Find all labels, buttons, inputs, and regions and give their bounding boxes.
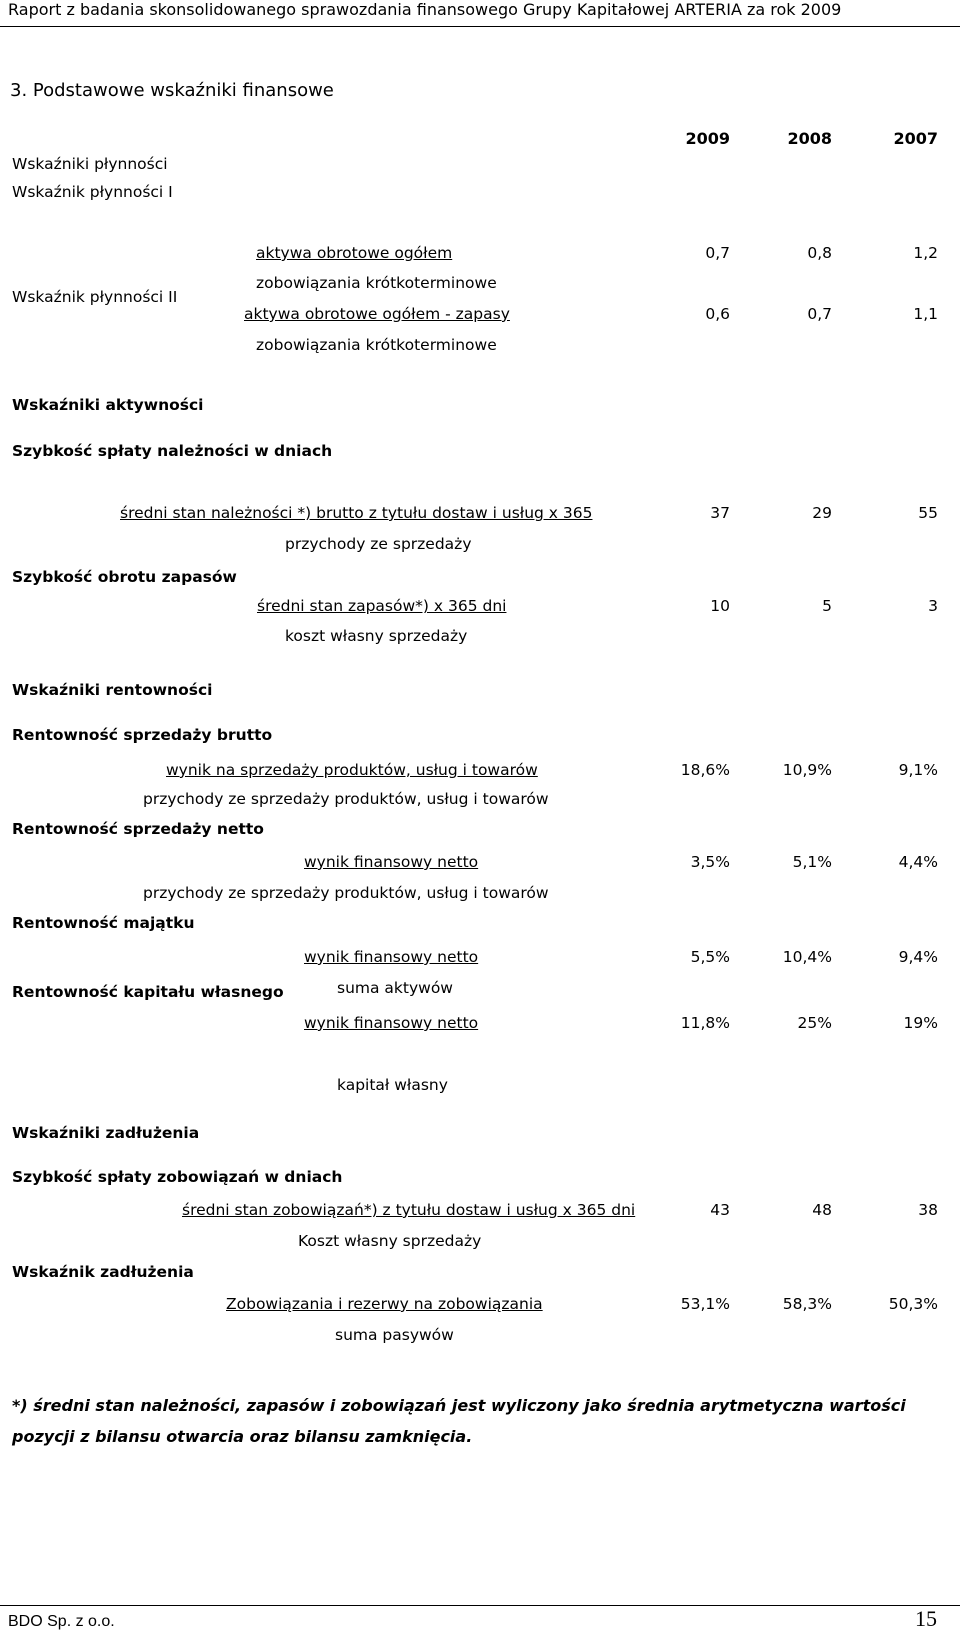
value-2009: 0,6 [705, 305, 730, 323]
value-2009: 37 [710, 504, 730, 522]
value-2008: 0,8 [807, 244, 832, 262]
value-2007: 38 [918, 1201, 938, 1219]
value-2009: 18,6% [680, 761, 730, 779]
ratio-label: Rentowność sprzedaży netto [12, 820, 264, 838]
value-2009: 3,5% [690, 853, 730, 871]
ratio-denominator: zobowiązania krótkoterminowe [256, 274, 497, 292]
year-2009-header: 2009 [685, 129, 730, 148]
ratio-label: Rentowność sprzedaży brutto [12, 726, 273, 744]
value-2009: 53,1% [680, 1295, 730, 1313]
ratio-denominator: kapitał własny [337, 1076, 448, 1094]
footer-company: BDO Sp. z o.o. [8, 1613, 115, 1630]
ratio-label: Wskaźnik płynności II [12, 288, 178, 306]
group-liquidity: Wskaźniki płynności [12, 155, 168, 173]
ratio-numerator: wynik na sprzedaży produktów, usług i towarów [166, 761, 538, 779]
ratio-label: Rentowność majątku [12, 914, 195, 932]
year-2008-header: 2008 [787, 129, 832, 148]
value-2008: 58,3% [782, 1295, 832, 1313]
footer-divider [0, 1605, 960, 1606]
ratio-denominator: koszt własny sprzedaży [285, 627, 468, 645]
value-2009: 10 [710, 597, 730, 615]
group-activity: Wskaźniki aktywności [12, 396, 204, 414]
value-2009: 43 [710, 1201, 730, 1219]
value-2009: 0,7 [705, 244, 730, 262]
ratio-numerator: wynik finansowy netto [304, 948, 479, 966]
value-2008: 5,1% [792, 853, 832, 871]
value-2007: 3 [928, 597, 938, 615]
value-2009: 5,5% [690, 948, 730, 966]
ratio-numerator: wynik finansowy netto [304, 1014, 479, 1032]
ratio-numerator: wynik finansowy netto [304, 853, 479, 871]
ratio-denominator: przychody ze sprzedaży [285, 535, 472, 553]
header-divider [0, 26, 960, 27]
group-profitability: Wskaźniki rentowności [12, 681, 213, 699]
section-title: 3. Podstawowe wskaźniki finansowe [10, 80, 334, 101]
ratio-numerator: Zobowiązania i rezerwy na zobowiązania [226, 1295, 543, 1313]
value-2007: 9,1% [898, 761, 938, 779]
ratio-denominator: suma aktywów [337, 979, 453, 997]
value-2007: 50,3% [888, 1295, 938, 1313]
value-2007: 1,1 [913, 305, 938, 323]
ratio-numerator: aktywa obrotowe ogółem [256, 244, 453, 262]
ratio-denominator: zobowiązania krótkoterminowe [256, 336, 497, 354]
ratio-denominator: suma pasywów [335, 1326, 454, 1344]
value-2009: 11,8% [680, 1014, 730, 1032]
page-number: 15 [915, 1606, 937, 1631]
value-2008: 48 [812, 1201, 832, 1219]
year-2007-header: 2007 [893, 129, 938, 148]
ratio-numerator: średni stan zapasów*) x 365 dni [257, 597, 507, 615]
ratio-label: Szybkość spłaty należności w dniach [12, 442, 333, 460]
value-2008: 10,9% [782, 761, 832, 779]
footnote-line-1: *) średni stan należności, zapasów i zobowiązań jest wyliczony jako średnia arytmetyczna wartości [12, 1396, 906, 1415]
report-header: Raport z badania skonsolidowanego sprawozdania finansowego Grupy Kapitałowej ARTERIA za rok 2009 [8, 0, 842, 19]
ratio-label: Szybkość spłaty zobowiązań w dniach [12, 1168, 343, 1186]
ratio-numerator: średni stan należności *) brutto z tytułu dostaw i usług x 365 [120, 504, 593, 522]
ratio-label: Szybkość obrotu zapasów [12, 568, 237, 586]
value-2007: 4,4% [898, 853, 938, 871]
value-2008: 10,4% [782, 948, 832, 966]
value-2008: 0,7 [807, 305, 832, 323]
ratio-numerator: średni stan zobowiązań*) z tytułu dostaw i usług x 365 dni [182, 1201, 636, 1219]
ratio-label: Rentowność kapitału własnego [12, 983, 284, 1001]
value-2007: 19% [903, 1014, 938, 1032]
ratio-numerator: aktywa obrotowe ogółem - zapasy [244, 305, 510, 323]
value-2007: 55 [918, 504, 938, 522]
value-2008: 5 [822, 597, 832, 615]
ratio-denominator: przychody ze sprzedaży produktów, usług i towarów [143, 790, 549, 808]
group-debt: Wskaźniki zadłużenia [12, 1124, 200, 1142]
value-2007: 9,4% [898, 948, 938, 966]
ratio-label: Wskaźnik płynności I [12, 183, 173, 201]
footnote-line-2: pozycji z bilansu otwarcia oraz bilansu zamknięcia. [12, 1427, 473, 1446]
value-2007: 1,2 [913, 244, 938, 262]
ratio-denominator: Koszt własny sprzedaży [298, 1232, 482, 1250]
ratio-label: Wskaźnik zadłużenia [12, 1263, 194, 1281]
value-2008: 25% [797, 1014, 832, 1032]
value-2008: 29 [812, 504, 832, 522]
ratio-denominator: przychody ze sprzedaży produktów, usług i towarów [143, 884, 549, 902]
